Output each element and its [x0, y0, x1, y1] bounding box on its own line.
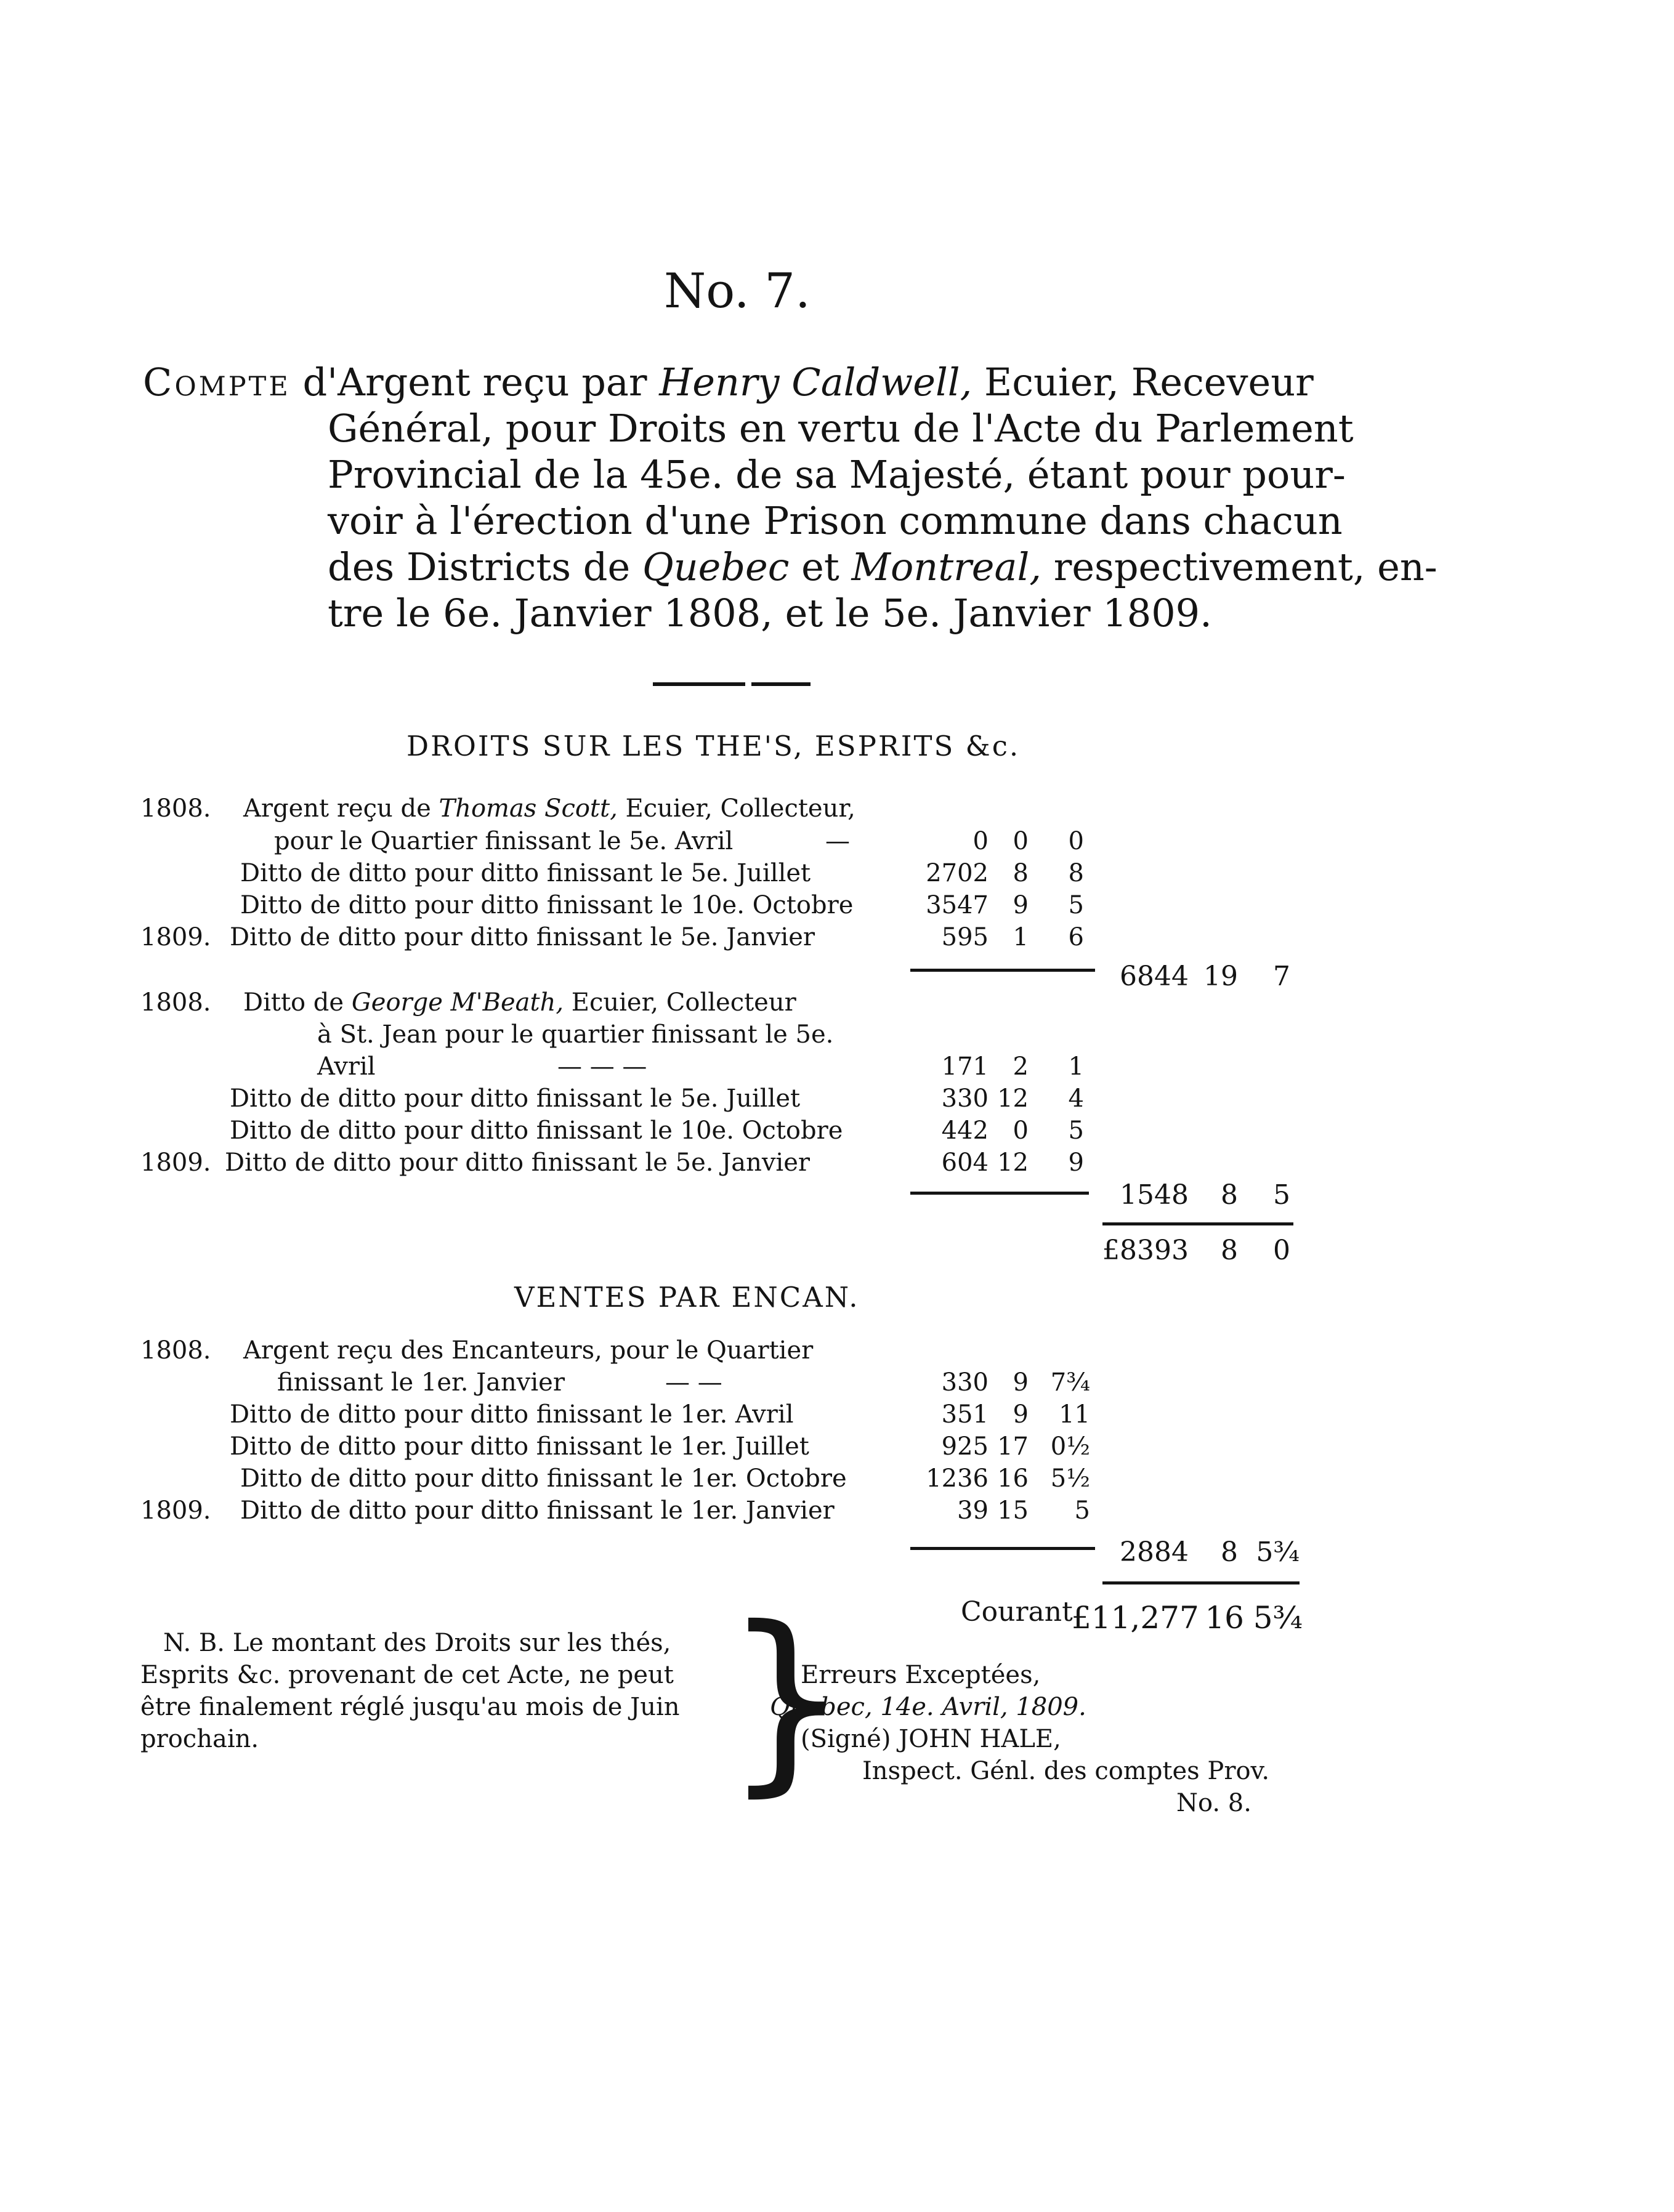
heading-text: respectivement, en-	[1041, 544, 1437, 589]
amount-pounds: 1236	[926, 1464, 989, 1493]
collector-name: Thomas Scott,	[439, 794, 618, 823]
year-label: 1808.	[140, 794, 211, 823]
entry-text: Ditto de ditto pour ditto finissant le 1er. Janvier	[240, 1496, 835, 1525]
amount-shillings: 1	[1013, 923, 1029, 951]
entry-text-part: Ditto de	[243, 988, 352, 1017]
subtotal-shillings: 8	[1221, 1179, 1238, 1211]
amount-pounds: 442	[941, 1116, 989, 1145]
total-pounds: £8393	[1102, 1235, 1189, 1266]
amount-shillings: 17	[997, 1432, 1029, 1461]
amount-pounds: 330	[941, 1368, 989, 1397]
ornament-divider	[751, 682, 811, 686]
grand-total-label: Courant	[961, 1596, 1073, 1628]
section-title-droits: DROITS SUR LES THE'S, ESPRITS &c.	[406, 730, 1021, 762]
year-label: 1809.	[140, 923, 211, 951]
amount-pence: 7¾	[1050, 1368, 1090, 1397]
subtotal-pounds: 2884	[1120, 1536, 1189, 1568]
heading-text: et	[789, 544, 852, 589]
district-montreal: Montreal,	[851, 544, 1041, 589]
amount-shillings: 0	[1013, 827, 1029, 855]
subtotal-shillings: 8	[1221, 1536, 1238, 1568]
entry-text: Ditto de ditto pour ditto finissant le 5e. Janvier	[225, 1148, 811, 1177]
signatory-title: Inspect. Génl. des comptes Prov.	[862, 1757, 1270, 1785]
year-label: 1808.	[140, 988, 211, 1017]
heading-line-2: Général, pour Droits en vertu de l'Acte du Parlement	[328, 406, 1354, 451]
note-line: Esprits &c. provenant de cet Acte, ne peut	[140, 1661, 674, 1689]
heading-line-3: Provincial de la 45e. de sa Majesté, étant pour pour-	[328, 452, 1346, 497]
entry-text: finissant le 1er. Janvier	[277, 1368, 565, 1397]
sum-rule	[910, 1547, 1095, 1550]
entry-text	[243, 794, 855, 823]
amount-shillings: 16	[997, 1464, 1029, 1493]
amount-shillings: 12	[997, 1148, 1029, 1177]
amount-pounds: 925	[941, 1432, 989, 1461]
entry-text: pour le Quartier finissant le 5e. Avril	[274, 827, 734, 855]
brace-icon: }	[724, 1585, 849, 1814]
amount-pounds: 2702	[926, 859, 989, 887]
subtotal-pence: 5¾	[1256, 1536, 1300, 1568]
subtotal-pence: 5	[1273, 1179, 1290, 1211]
amount-pence: 11	[1059, 1400, 1090, 1429]
place-date: Quebec, 14e. Avril, 1809.	[770, 1693, 1086, 1721]
entry-text: Ditto de ditto pour ditto finissant le 5e. Juillet	[230, 1084, 801, 1113]
amount-pence: 8	[1068, 859, 1084, 887]
amount-pounds: 39	[957, 1496, 989, 1525]
errata-note: Erreurs Exceptées,	[801, 1661, 1041, 1689]
amount-pence: 1	[1068, 1052, 1084, 1081]
amount-shillings: 15	[997, 1496, 1029, 1525]
amount-pence: 4	[1068, 1084, 1084, 1113]
entry-dash: —	[825, 827, 850, 855]
entry-text: Ditto de ditto pour ditto finissant le 1er. Avril	[230, 1400, 794, 1429]
amount-shillings: 9	[1013, 1400, 1029, 1429]
amount-shillings: 8	[1013, 859, 1029, 887]
amount-shillings: 0	[1013, 1116, 1029, 1145]
total-shillings: 8	[1221, 1235, 1238, 1266]
amount-pounds: 0	[972, 827, 989, 855]
amount-pounds: 330	[941, 1084, 989, 1113]
entry-text: Ditto de ditto pour ditto finissant le 1er. Juillet	[230, 1432, 809, 1461]
entry-text: Ditto de ditto pour ditto finissant le 10e. Octobre	[230, 1116, 843, 1145]
grand-total-pounds: £11,277	[1072, 1600, 1199, 1636]
receiver-name: Henry Caldwell,	[659, 360, 972, 405]
entry-text-part: Argent reçu de	[243, 794, 439, 823]
heading-line-5	[328, 544, 1437, 589]
subtotal-shillings: 19	[1203, 961, 1238, 992]
signatory: (Signé) JOHN HALE,	[801, 1725, 1061, 1753]
heading-line-1	[143, 360, 1314, 405]
entry-text: Argent reçu des Encanteurs, pour le Quartier	[243, 1336, 814, 1365]
entry-text: Ditto de ditto pour ditto finissant le 5e. Janvier	[230, 923, 815, 951]
sum-rule	[1102, 1222, 1293, 1225]
subtotal-pounds: 6844	[1120, 961, 1189, 992]
amount-pence: 5	[1068, 1116, 1084, 1145]
district-quebec: Quebec	[642, 544, 790, 589]
heading-text: d'Argent reçu par	[290, 360, 660, 405]
grand-total-shillings: 16	[1205, 1600, 1244, 1636]
year-label: 1808.	[140, 1336, 211, 1365]
entry-text: à St. Jean pour le quartier finissant le 5e.	[317, 1020, 834, 1049]
note-line: être finalement réglé jusqu'au mois de Juin	[140, 1693, 680, 1721]
note-line: prochain.	[140, 1725, 259, 1753]
amount-pounds: 604	[941, 1148, 989, 1177]
year-label: 1809.	[140, 1496, 211, 1525]
entry-text: Ditto de ditto pour ditto finissant le 5e. Juillet	[240, 859, 811, 887]
amount-shillings: 12	[997, 1084, 1029, 1113]
year-label: 1809.	[140, 1148, 211, 1177]
entry-dash: — — —	[557, 1052, 647, 1081]
collector-name: George M'Beath,	[351, 988, 564, 1017]
subtotal-pence: 7	[1273, 961, 1290, 992]
amount-pence: 9	[1068, 1148, 1084, 1177]
amount-pounds: 3547	[926, 891, 989, 919]
heading-text: des Districts de	[328, 544, 642, 589]
entry-text: Avril	[317, 1052, 376, 1081]
total-pence: 0	[1273, 1235, 1290, 1266]
subtotal-pounds: 1548	[1120, 1179, 1189, 1211]
compte-word: Compte	[143, 360, 291, 405]
entry-dash: — —	[665, 1368, 722, 1397]
note-line: N. B. Le montant des Droits sur les thés,	[163, 1629, 671, 1657]
amount-pounds: 171	[941, 1052, 989, 1081]
heading-text: Ecuier, Receveur	[972, 360, 1314, 405]
ornament-divider	[653, 682, 745, 686]
amount-pence: 5½	[1050, 1464, 1090, 1493]
document-number: No. 7.	[664, 264, 811, 319]
amount-pence: 5	[1068, 891, 1084, 919]
next-page-number: No. 8.	[1176, 1789, 1251, 1817]
sum-rule	[910, 969, 1095, 972]
amount-pence: 0½	[1050, 1432, 1090, 1461]
amount-pounds: 595	[941, 923, 989, 951]
entry-text-part: Ecuier, Collecteur	[564, 988, 796, 1017]
amount-shillings: 9	[1013, 1368, 1029, 1397]
entry-text: Ditto de ditto pour ditto finissant le 1er. Octobre	[240, 1464, 847, 1493]
amount-pence: 6	[1068, 923, 1084, 951]
amount-pence: 0	[1068, 827, 1084, 855]
entry-text-part: Ecuier, Collecteur,	[617, 794, 855, 823]
heading-line-6: tre le 6e. Janvier 1808, et le 5e. Janvier 1809.	[328, 591, 1212, 636]
grand-total-pence: 5¾	[1253, 1600, 1303, 1636]
amount-pounds: 351	[941, 1400, 989, 1429]
heading-line-4: voir à l'érection d'une Prison commune dans chacun	[328, 498, 1343, 543]
amount-shillings: 9	[1013, 891, 1029, 919]
sum-rule	[910, 1192, 1089, 1195]
section-title-ventes: VENTES PAR ENCAN.	[514, 1281, 860, 1314]
entry-text: Ditto de ditto pour ditto finissant le 10e. Octobre	[240, 891, 854, 919]
entry-text	[243, 988, 796, 1017]
amount-pence: 5	[1074, 1496, 1090, 1525]
sum-rule	[1102, 1581, 1300, 1584]
amount-shillings: 2	[1013, 1052, 1029, 1081]
